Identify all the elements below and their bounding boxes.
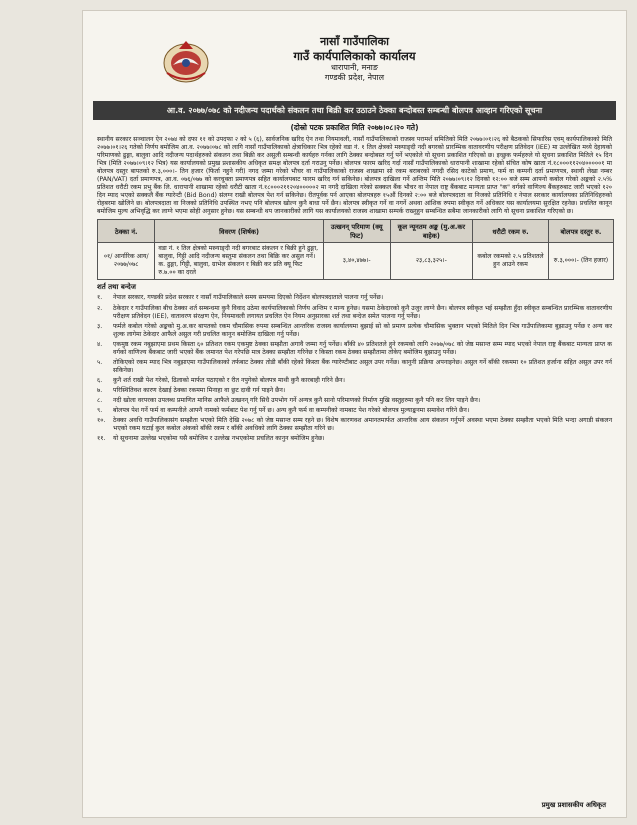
notice-header — [83, 11, 626, 99]
cell-min-amount: २३,८३,३२५।- — [390, 243, 472, 280]
signature-line: प्रमुख प्रशासकीय अधिकृत — [541, 801, 606, 809]
col-fee: बोलपत्र दस्तुर रु. — [548, 220, 613, 243]
col-contract-no: ठेक्का नं. — [98, 220, 155, 243]
condition-number: १. — [97, 294, 103, 302]
condition-text: ठेकेदार र गाउँपालिका बीच ठेक्का शर्त सम्बन्धमा कुनै विवाद उठेमा कार्यपालिकाको निर्णय अन्तिम र मान्य हुनेछ। यसमा ठेकेदारको कुनै उजुर लाग्ने छैन। बोलपत्र स्वीकृत भई सम्झौता हुँदा स्वीकृत सम्बन्धित प्रारम्भिक वातावरणीय परीक्षण प्रतिवेदन (IEE), वातावरण संरक्षण ऐन, नियमावली लगायत प्रचलित ऐन नियम अनुसारका शर्त तथा बन्देज समेत पालना गर्नु पर्नेछ। — [113, 304, 612, 320]
condition-number: १०. — [97, 417, 106, 425]
condition-number: ११. — [97, 435, 106, 443]
condition-text: बोलपत्र पेश गर्ने फर्म वा कम्पनीले आफ्नै नामको फर्मबाट पेश गर्नु पर्ने छ। अन्य कुनै फर्म वा कम्पनीको नामबाट पेश गरेको बोलपत्र मुल्याङ्कनमा समावेश गरिने छैन। — [113, 407, 470, 415]
notice-page — [82, 10, 627, 818]
condition-text: नेपाल सरकार, गण्डकी प्रदेश सरकार र नासाँ गाउँपालिकाले समय समयमा दिएको निर्देशन बोलपत्रदाताले पालना गर्नु पर्नेछ। — [113, 294, 384, 302]
condition-item — [97, 417, 612, 433]
condition-number: ४. — [97, 340, 103, 348]
cell-quantity: ३,४०,४७७।- — [323, 243, 390, 280]
condition-text: तोकिएको रकम म्याद भित्र नबुझाएमा गाउँपालिकाको तर्फबाट ठेक्का तोडी बाँकी रहेको किस्ता बैंक ग्यारेण्टीबाट असुल उपर गर्नेछ। कानुनी प्रक्रिया अपनाइनेछ। असुल गर्ने बाँकी रकममा १० प्रतिशत हर्जाना सहित असुल उपर गर्न सकिनेछ। — [113, 358, 612, 374]
condition-number: ८. — [97, 396, 103, 404]
office-name: गाउँ कार्यपालिकाको कार्यालय — [293, 48, 416, 63]
condition-item — [97, 359, 612, 375]
cell-deposit: कबोल रकमको २.५ प्रतिशतले हुन आउने रकम — [472, 243, 548, 280]
condition-item — [97, 387, 612, 395]
condition-number: २. — [97, 304, 103, 312]
col-deposit: धरौटी रकम रु. — [472, 220, 548, 243]
condition-item — [97, 305, 612, 321]
condition-item — [97, 294, 612, 302]
condition-text: ठेक्का अवधि गाउँपालिकासंग सम्झौता भएको मिति देखि २०७८ को जेष्ठ मसान्त सम्म रहने छ। विशेष कारणवश अमानतमार्फत आन्तरिक आय संकलन गर्नुपर्ने अवस्था भएमा ठेक्का सम्झौता भएको मिति भन्दा अगाडी संकलन भएको रकम घटाई कुल कबोल अंकको बाँकी रकम र बाँकी अवधिको लागि ठेक्का सम्झौता गरिने छ। — [113, 417, 612, 433]
condition-text: कुनै शर्त राखी पेश गरेको, ढिलाको मार्फत पठाएको र रीत नपुगेको बोलपत्र माथी कुनै कारबाही गरिने छैन। — [113, 376, 345, 384]
condition-text: एकमुष्ठ रकम नबुझाएमा प्रथम किस्ता ६० प्रतिशत रकम एकमुष्ट ठेक्का सम्झौता अगावै जम्मा गर्नु पर्नेछ। बाँकी ४० प्रतिशतले हुने रकमको लागि २०७७/०७८ को जेष्ठ मसान्त सम्म म्याद भएको नेपाल राष्ट्र बैंकबाट मान्यता प्राप्त क वर्गको वाणिज्य बैंकबाट जारी भएको बैंक जमानत पेश गरेपछि मात्र ठेक्का सम्झौता गरिनेछ र किस्ता रकम ठेक्का सम्झौतामा तोकेए बमोजिम बुझाउनु पर्नेछ। — [113, 340, 612, 356]
cell-description: वडा नं. १ तिल क्षेत्रको मस्र्याङ्दी नदी बगरबाट संकलन र बिक्री हुने ढुङ्गा, बालुवा, गिट्टी आदि नदीजन्य बस्तुमा संकलन तथा बिक्रि कर असुल गर्ने। क. ढुङ्गा, गिट्टी, बालुवा, ग्राभेल संकलन र बिक्री कर प्रति क्यू फिट रु.७.०० का दरले — [155, 243, 323, 280]
contract-table — [97, 219, 614, 280]
condition-item — [97, 341, 612, 357]
condition-item — [97, 377, 612, 385]
province-name: गण्डकी प्रदेश, नेपाल — [324, 73, 385, 83]
condition-text: नदी खोला वरपरका उपलब्ध प्रमाणित मानिस आफैले उत्खनन् गरि सिधै उपभोग गर्ने अन्यत्र कुनै सानो परिमाणको निर्माण मुखि वस्तुहरुमा कुनै पनि कर लिन पाइने छैन। — [113, 396, 481, 404]
cell-fee: रु.३,०००।- (तिन हजार) — [548, 243, 613, 280]
col-min-amount: कूल न्यूनतम अङ्क (मु.अ.कर बाहेक) — [390, 220, 472, 243]
table-row — [98, 243, 614, 280]
table-header-row — [98, 220, 614, 243]
condition-text: यो सूचनामा उल्लेख भएकोमा यसै बमोजिम र उल्लेख नभएकोमा प्रचलित कानुन बमोजिम हुनेछ। — [113, 435, 325, 443]
municipality-name: नासाँ गाउँपालिका — [320, 35, 389, 48]
condition-text: फर्मले कबोल गरेको अङ्कको मु.अ.कर बापतको रकम चौमासिक रुपमा सम्बन्धित आन्तरिक राजस्व कार्यालयमा बुझाई सो को प्रमाण प्रत्येक चौमासिक भुक्तान भएको मितिले दिन भित्र गाउँपालिकामा बुझाउनु पर्नेछ र अन्य कर शुल्क लागेमा ठेकेदार आफैले असुल गरी प्रचलित कानुन बमोजिम दाखिला गर्नु पर्नेछ। — [113, 322, 612, 338]
condition-item — [97, 397, 612, 405]
condition-number: ७. — [97, 386, 103, 394]
condition-number: ९. — [97, 407, 103, 415]
publication-date: (दोस्रो पटक प्रकाशित मिति २०७७।०८।२० गते) — [290, 123, 419, 132]
col-quantity: उत्खनन् परिमाण (क्यू फिट) — [323, 220, 390, 243]
condition-number: ३. — [97, 322, 103, 330]
intro-paragraph: स्थानीय सरकार सञ्चालन ऐन २०७४ को दफा ११ को उपदफा २ को ५ (६), सार्वजनिक खरिद ऐन तथा नियमावली, नासाँ गाउँपालिकाको राजस्व परामर्श समितिको मिति २०७७।०१।२६ को बैठकको सिफारिस एवम् कार्यपालिकाको मिति २०७७।०१।२६ गतेको निर्णय बमोजिम आ.व. २०७७।०७८ को लागि नासाँ गाउँपालिकाको क्षेत्राधिकार भित्र रहेको वडा नं. १ तिल क्षेत्रको मस्र्याङ्दी नदी बगरको प्रारम्भिक वातावरणीय परीक्षण प्रतिवेदन (IEE) मा उल्लेखित मध्ये देहायको परिमाणको ढुङ्गा, बालुवा आदि नदीजन्य पदार्थहरुको संकलन तथा बिक्री कर असुली सम्बन्धी कार्यहरु गर्नका लागि ठेक्का बन्दोबस्त गर्नु पर्ने भएकोले यो सूचना प्रकाशित गरिएको छ। इच्छुक फर्महरुले यो सूचना प्रकाशित मितिले १५ दिन भित्र (मिति २०७७।०९।१२ भित्र) यस कार्यालयको प्रमुख प्रशासकीय अधिकृत समक्ष बोलपत्र दर्ता गराउनु पर्नेछ। बोलपत्र फारम खरिद गर्दा नासाँ गाउँपालिकाको धारापानी शाखामा रहेको संचित कोष खाता नं.१८०००११२०४०००००१ मा बोलपत्र दस्तुर बापतको रु.३,०००।- तिन हजार (फिर्ता नहुने गरी) नगद जम्मा गरेको भौचर वा गाउँपालिकाको राजस्व शाखामा सो रकम बराबरको नगदी रसिद काटेको प्रमाण, फर्म वा कम्पनी दर्ता प्रमाणपत्र, स्थायी लेखा नम्बर (PAN/VAT) दर्ता प्रमाणपत्र, आ.व. ०७६/०७७ को करचुक्ता प्रमाणपत्र सहित कार्यालयबाट फारम खरिद गर्न सकिनेछ। बोलपत्र दाखिला गर्ने अन्तिम मिति २०७७।०९।१२ दिनको १२:०० बजे सम्म आफ्नो कबोल गरेको अङ्कको २.५% प्रतिशत धरौटी रकम प्रभु बैंक लि. धारापानी शाखामा रहेको धरौटी खाता नं.१८०००२११२०४०००००२ मा नगदै दाखिला गरेको सक्कल बैंक भौचर वा नेपाल राष्ट्र बैंकबाट मान्यता प्राप्त "क" वर्गको वाणिज्य बैंकहरुबाट जारी भएको १२० दिन म्याद भएको सक्कलै बैंक ग्यारेन्टी (Bid Bond) संलग्न राखी बोलपत्र पेश गर्न सकिनेछ। रीतपूर्वक पर्न आएका बोलपत्रहरु १५औं दिनको २:०० बजे बोलपत्रदाता वा निजको प्रतिनिधि र नेपाल सरकार कार्यालयका प्रतिनिधिहरुको रोहबरमा खोलिने छ। बोलपत्रदाता वा निजको प्रतिनिधि उपस्थित नभए पनि बोलपत्र खोल्न कुनै बाधा पर्ने छैन। बोलपत्र स्वीकृत गर्ने वा नगर्ने अथवा आंशिक रुपमा स्वीकृत गर्ने अधिकार यस कार्यालयमा सुरक्षित रहनेछ। प्रचलित कानून बमोजिम मुल्य अभिवृद्धि कर लाग्ने भएमा सोही अनुसार हुनेछ। यस सम्बन्धी थप जानकारीको लागि यस कार्यालयको राजस्व शाखामा सम्पर्क राख्नुहुन सम्बन्धित सबैमा जानकारीको लागि यो सूचना प्रकाशित गरिएको छ। — [97, 136, 612, 216]
condition-item — [97, 435, 612, 443]
condition-number: ५. — [97, 358, 103, 366]
condition-item — [97, 407, 612, 415]
cell-contract-no: ०१/ आर्नारिक आय/ २०७७/०७८ — [98, 243, 155, 280]
condition-text: परिस्थितिवश कारण देखाई ठेक्का रकममा मिनाहा वा छुट दावी गर्न पाइने छैन। — [113, 386, 286, 394]
conditions-title: शर्त तथा बन्देज — [97, 283, 136, 292]
col-description: विवरण (शिर्षक) — [155, 220, 323, 243]
condition-number: ६. — [97, 376, 103, 384]
notice-title-banner: आ.व. २०७७/०७८ को नदीजन्य पदार्थको संकलन तथा बिक्री कर उठाउने ठेक्का बन्दोबस्त सम्बन्धी बोलपत्र आव्हान गरिएको सूचना — [93, 101, 616, 120]
office-address: धारापानी, मनाङ — [331, 63, 378, 73]
condition-item — [97, 323, 612, 339]
